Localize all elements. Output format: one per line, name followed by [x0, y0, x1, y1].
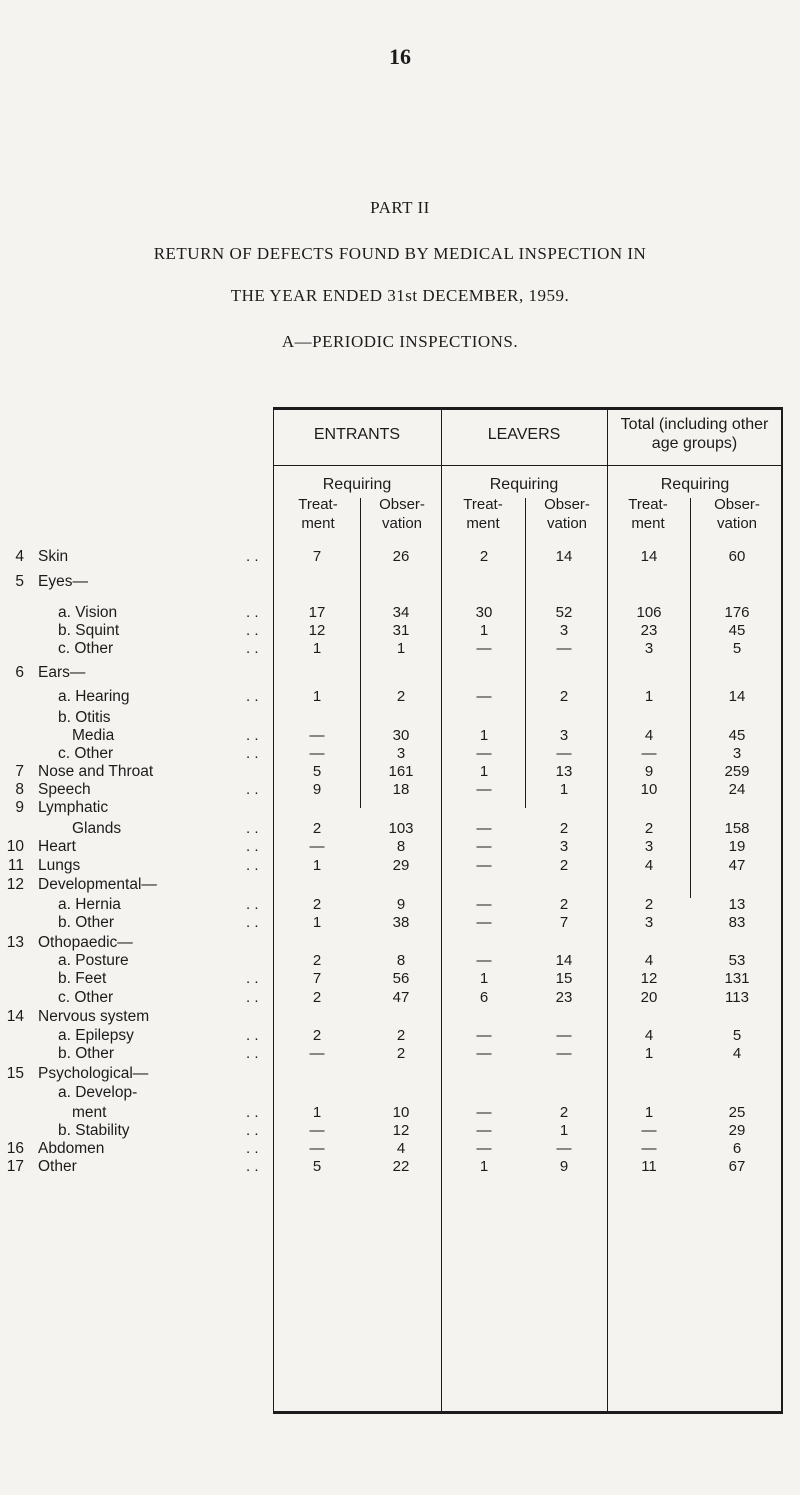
table-cell: —	[476, 1104, 492, 1121]
table-cell: —	[476, 781, 492, 798]
subheader-total-treatment: Treat- ment	[628, 496, 668, 532]
row-label: Other	[38, 1158, 77, 1175]
table-cell: 9	[396, 896, 406, 913]
table-cell: —	[476, 1027, 492, 1044]
row-number: 15	[6, 1065, 24, 1082]
table-cell: 7	[559, 914, 569, 931]
table-cell: 158	[724, 820, 750, 837]
row-label: b. Feet	[58, 970, 107, 987]
report-title-line2: THE YEAR ENDED 31st DECEMBER, 1959.	[230, 286, 570, 305]
table-cell: 7	[312, 970, 322, 987]
page-number: 16	[389, 44, 411, 69]
section-heading: A—PERIODIC INSPECTIONS.	[281, 332, 519, 351]
table-cell: —	[476, 745, 492, 762]
leader-dots: . .	[246, 727, 259, 744]
row-number: 9	[15, 799, 24, 816]
row-label: Developmental—	[38, 876, 157, 893]
row-label: b. Stability	[58, 1122, 130, 1139]
table-cell: 3	[559, 727, 569, 744]
table-cell: 24	[728, 781, 746, 798]
table-cell: 11	[641, 1158, 657, 1175]
table-cell: 10	[392, 1104, 410, 1121]
row-number: 7	[15, 763, 24, 780]
subheader-leavers-treatment: Treat- ment	[463, 496, 503, 532]
row-number: 6	[15, 664, 24, 681]
row-label: a. Hearing	[58, 688, 130, 705]
table-cell: 113	[725, 989, 749, 1006]
row-label: c. Other	[58, 640, 114, 657]
total-left-rule	[607, 407, 608, 1413]
leader-dots: . .	[246, 857, 259, 874]
leader-dots: . .	[246, 820, 259, 837]
table-cell: 1	[479, 1158, 489, 1175]
table-cell: 4	[644, 952, 654, 969]
table-cell: 2	[396, 1027, 406, 1044]
group-header-rule	[273, 465, 783, 466]
row-number: 16	[6, 1140, 24, 1157]
table-cell: 131	[724, 970, 750, 987]
table-cell: 2	[396, 688, 406, 705]
table-cell: 17	[308, 604, 326, 621]
header-leavers: LEAVERS	[487, 426, 561, 443]
row-number: 8	[15, 781, 24, 798]
table-cell: 20	[640, 989, 658, 1006]
table-cell: 2	[312, 952, 322, 969]
table-cell: 106	[636, 604, 662, 621]
table-cell: 2	[559, 820, 569, 837]
table-cell: 1	[312, 857, 322, 874]
row-label: b. Otitis	[58, 709, 111, 726]
table-cell: —	[309, 838, 325, 855]
row-number: 14	[6, 1008, 24, 1025]
row-label: Heart	[38, 838, 76, 855]
table-cell: 6	[479, 989, 489, 1006]
table-cell: —	[641, 1122, 657, 1139]
table-cell: 2	[479, 548, 489, 565]
table-cell: 4	[644, 857, 654, 874]
subheader-leavers-observation: Obser- vation	[544, 496, 590, 532]
table-cell: 2	[312, 989, 322, 1006]
leader-dots: . .	[246, 970, 259, 987]
table-cell: —	[309, 1045, 325, 1062]
row-label: Othopaedic—	[38, 934, 133, 951]
table-cell: —	[641, 1140, 657, 1157]
subheader-entrants-observation: Obser- vation	[379, 496, 425, 532]
table-cell: 47	[392, 989, 410, 1006]
table-cell: 3	[396, 745, 406, 762]
table-top-rule	[273, 407, 783, 410]
table-cell: 5	[732, 1027, 742, 1044]
subheader-total-observation: Obser- vation	[714, 496, 760, 532]
row-number: 10	[6, 838, 24, 855]
row-label: Nervous system	[38, 1008, 150, 1025]
subheader-entrants-treatment: Treat- ment	[298, 496, 338, 532]
table-cell: 4	[396, 1140, 406, 1157]
table-cell: 19	[728, 838, 746, 855]
table-cell: 9	[312, 781, 322, 798]
leader-dots: . .	[246, 745, 259, 762]
table-cell: —	[556, 640, 572, 657]
table-cell: 1	[479, 622, 489, 639]
table-cell: 2	[559, 688, 569, 705]
table-cell: 23	[555, 989, 573, 1006]
leader-dots: . .	[246, 1122, 259, 1139]
table-cell: —	[476, 857, 492, 874]
table-cell: —	[556, 745, 572, 762]
row-label: c. Other	[58, 745, 114, 762]
table-cell: 5	[312, 763, 322, 780]
table-cell: —	[476, 1140, 492, 1157]
row-label: Psychological—	[38, 1065, 149, 1082]
leader-dots: . .	[246, 688, 259, 705]
table-cell: 12	[392, 1122, 410, 1139]
table-cell: 10	[640, 781, 658, 798]
table-cell: 2	[312, 820, 322, 837]
table-cell: 9	[644, 763, 654, 780]
table-cell: 60	[728, 548, 746, 565]
table-cell: —	[476, 952, 492, 969]
row-label: Nose and Throat	[38, 763, 154, 780]
row-label: c. Other	[58, 989, 114, 1006]
table-cell: —	[476, 914, 492, 931]
leader-dots: . .	[246, 896, 259, 913]
table-cell: 29	[728, 1122, 746, 1139]
leader-dots: . .	[246, 989, 259, 1006]
table-cell: 1	[644, 1045, 654, 1062]
table-cell: 3	[732, 745, 742, 762]
table-cell: 52	[555, 604, 573, 621]
report-title-line1: RETURN OF DEFECTS FOUND BY MEDICAL INSPECTION IN	[153, 244, 647, 263]
table-cell: —	[476, 1122, 492, 1139]
row-label: a. Hernia	[58, 896, 121, 913]
table-cell: 9	[559, 1158, 569, 1175]
table-cell: 2	[559, 1104, 569, 1121]
table-cell: 2	[644, 896, 654, 913]
table-cell: —	[309, 1122, 325, 1139]
leavers-left-rule	[441, 407, 442, 1413]
table-cell: 1	[396, 640, 406, 657]
table-cell: 103	[388, 820, 414, 837]
table-cell: 5	[732, 640, 742, 657]
table-cell: —	[309, 1140, 325, 1157]
row-number: 11	[7, 857, 24, 874]
table-cell: 7	[312, 548, 322, 565]
table-cell: 14	[640, 548, 658, 565]
leader-dots: . .	[246, 640, 259, 657]
row-label: Skin	[38, 548, 69, 565]
table-cell: 29	[392, 857, 410, 874]
leader-dots: . .	[246, 838, 259, 855]
table-cell: 4	[644, 1027, 654, 1044]
table-cell: 1	[644, 1104, 654, 1121]
table-cell: 8	[396, 838, 406, 855]
leader-dots: . .	[246, 1027, 259, 1044]
row-label: Eyes—	[38, 573, 88, 590]
table-cell: —	[476, 838, 492, 855]
header-total: Total (including other age groups)	[620, 416, 769, 452]
row-number: 5	[15, 573, 24, 590]
table-cell: —	[476, 896, 492, 913]
table-cell: 2	[312, 896, 322, 913]
table-cell: 1	[644, 688, 654, 705]
table-cell: 30	[475, 604, 493, 621]
sub-divider-3	[690, 498, 691, 898]
table-cell: —	[476, 688, 492, 705]
table-cell: 3	[644, 914, 654, 931]
row-label: b. Other	[58, 914, 114, 931]
table-bottom-rule	[273, 1411, 783, 1414]
sub-divider-2	[525, 498, 526, 808]
table-cell: 1	[559, 781, 569, 798]
table-cell: 23	[640, 622, 658, 639]
table-cell: 1	[312, 640, 322, 657]
leader-dots: . .	[246, 914, 259, 931]
table-cell: 31	[392, 622, 410, 639]
row-number: 4	[15, 548, 24, 565]
table-cell: —	[641, 745, 657, 762]
table-cell: 1	[479, 763, 489, 780]
table-cell: 56	[392, 970, 410, 987]
defects-table	[0, 395, 800, 1495]
table-cell: 8	[396, 952, 406, 969]
table-cell: 38	[392, 914, 410, 931]
table-cell: 45	[728, 727, 746, 744]
row-label: Lymphatic	[38, 799, 109, 816]
row-label: Abdomen	[38, 1140, 105, 1157]
row-label: Glands	[72, 820, 122, 837]
table-cell: —	[556, 1140, 572, 1157]
leader-dots: . .	[246, 604, 259, 621]
table-cell: 1	[312, 1104, 322, 1121]
header-entrants: ENTRANTS	[313, 426, 401, 443]
row-number: 13	[6, 934, 24, 951]
table-cell: 14	[555, 952, 573, 969]
table-cell: 12	[308, 622, 326, 639]
row-label: ment	[72, 1104, 107, 1121]
table-cell: —	[556, 1045, 572, 1062]
requiring-entrants: Requiring	[322, 476, 392, 493]
table-cell: 14	[728, 688, 746, 705]
leader-dots: . .	[246, 548, 259, 565]
table-cell: 6	[732, 1140, 742, 1157]
row-label: Lungs	[38, 857, 81, 874]
table-cell: 22	[392, 1158, 410, 1175]
table-cell: —	[309, 727, 325, 744]
table-cell: 34	[392, 604, 410, 621]
table-cell: 1	[479, 727, 489, 744]
table-cell: 259	[724, 763, 750, 780]
table-cell: 53	[728, 952, 746, 969]
table-cell: 2	[559, 896, 569, 913]
table-cell: 1	[559, 1122, 569, 1139]
row-label: b. Other	[58, 1045, 114, 1062]
table-cell: 18	[392, 781, 410, 798]
table-cell: 1	[312, 688, 322, 705]
row-label: a. Develop-	[58, 1084, 138, 1101]
table-cell: 3	[559, 838, 569, 855]
table-cell: 25	[728, 1104, 746, 1121]
table-cell: —	[476, 640, 492, 657]
table-cell: 5	[312, 1158, 322, 1175]
table-cell: 13	[728, 896, 746, 913]
table-cell: 1	[312, 914, 322, 931]
leader-dots: . .	[246, 1045, 259, 1062]
table-cell: 161	[388, 763, 414, 780]
table-cell: 2	[559, 857, 569, 874]
table-cell: 47	[728, 857, 746, 874]
table-cell: 3	[644, 838, 654, 855]
table-cell: 15	[555, 970, 573, 987]
table-cell: 4	[732, 1045, 742, 1062]
table-cell: —	[476, 1045, 492, 1062]
part-heading: PART II	[370, 198, 430, 217]
table-right-rule	[781, 407, 783, 1414]
table-cell: —	[556, 1027, 572, 1044]
table-cell: 3	[559, 622, 569, 639]
row-label: Speech	[38, 781, 91, 798]
table-cell: 12	[640, 970, 658, 987]
leader-dots: . .	[246, 781, 259, 798]
table-cell: —	[309, 745, 325, 762]
table-cell: 1	[479, 970, 489, 987]
table-cell: 2	[396, 1045, 406, 1062]
sub-divider-1	[360, 498, 361, 808]
table-cell: 30	[392, 727, 410, 744]
row-label: a. Epilepsy	[58, 1027, 134, 1044]
leader-dots: . .	[246, 1140, 259, 1157]
table-cell: 13	[555, 763, 573, 780]
table-cell: 45	[728, 622, 746, 639]
table-cell: 83	[728, 914, 746, 931]
table-cell: 2	[644, 820, 654, 837]
table-cell: —	[476, 820, 492, 837]
leader-dots: . .	[246, 1158, 259, 1175]
table-cell: 14	[555, 548, 573, 565]
table-cell: 4	[644, 727, 654, 744]
row-label: b. Squint	[58, 622, 120, 639]
table-cell: 26	[392, 548, 410, 565]
row-number: 12	[6, 876, 24, 893]
row-label: a. Vision	[58, 604, 118, 621]
row-label: Ears—	[38, 664, 86, 681]
requiring-total: Requiring	[660, 476, 730, 493]
table-cell: 176	[724, 604, 750, 621]
leader-dots: . .	[246, 622, 259, 639]
leader-dots: . .	[246, 1104, 259, 1121]
entrants-left-rule	[273, 407, 274, 1413]
requiring-leavers: Requiring	[489, 476, 559, 493]
table-cell: 67	[728, 1158, 746, 1175]
row-label: Media	[72, 727, 115, 744]
table-cell: 2	[312, 1027, 322, 1044]
row-label: a. Posture	[58, 952, 129, 969]
table-cell: 3	[644, 640, 654, 657]
row-number: 17	[6, 1158, 24, 1175]
